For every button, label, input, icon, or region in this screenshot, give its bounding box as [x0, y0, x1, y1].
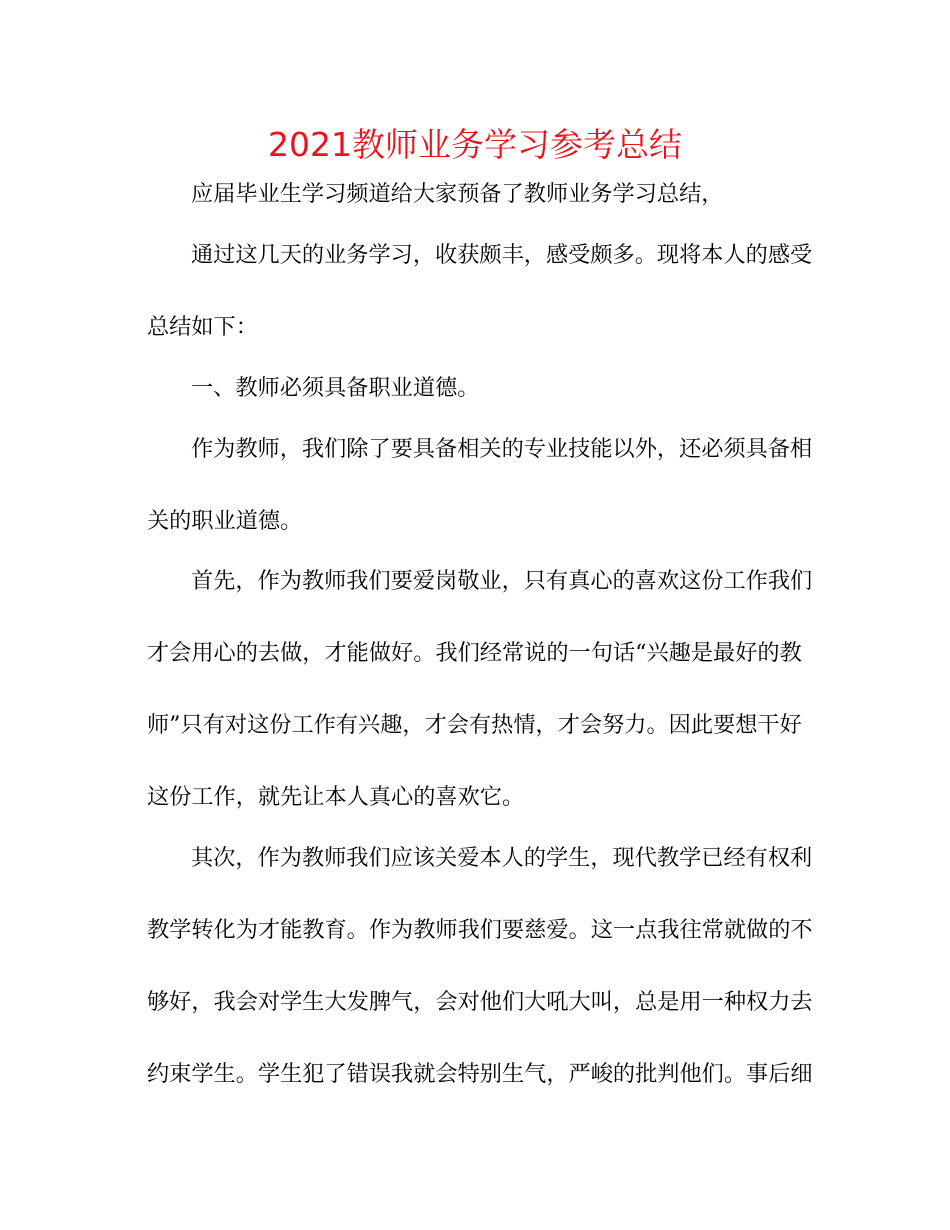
paragraph-line: 一、教师必须具备职业道德。 [191, 375, 480, 401]
paragraph-line: 教学转化为才能教育。作为教师我们要慈爱。这一点我往常就做的不 [147, 917, 813, 943]
paragraph-line: 总结如下： [147, 314, 258, 340]
paragraph-line: 师”只有对这份工作有兴趣，才会有热情，才会努力。因此要想干好 [147, 712, 802, 738]
paragraph-line: 才会用心的去做，才能做好。我们经常说的一句话“兴趣是最好的教 [147, 640, 802, 666]
paragraph-line: 应届毕业生学习频道给大家预备了教师业务学习总结， [191, 181, 724, 207]
paragraph-line: 首先，作为教师我们要爱岗敬业，只有真心的喜欢这份工作我们 [191, 568, 813, 594]
paragraph-line: 作为教师，我们除了要具备相关的专业技能以外，还必须具备相 [191, 436, 813, 462]
paragraph-line: 这份工作，就先让本人真心的喜欢它。 [147, 784, 525, 810]
paragraph-line: 够好，我会对学生大发脾气，会对他们大吼大叫，总是用一种权力去 [147, 989, 813, 1015]
paragraph-line: 通过这几天的业务学习，收获颇丰，感受颇多。现将本人的感受 [191, 242, 813, 268]
paragraph-line: 关的职业道德。 [147, 508, 303, 534]
paragraph-line: 其次，作为教师我们应该关爱本人的学生，现代教学已经有权利 [191, 845, 813, 871]
paragraph-line: 约束学生。学生犯了错误我就会特别生气，严峻的批判他们。事后细 [147, 1061, 813, 1087]
document-title: 2021教师业务学习参考总结 [268, 125, 682, 164]
